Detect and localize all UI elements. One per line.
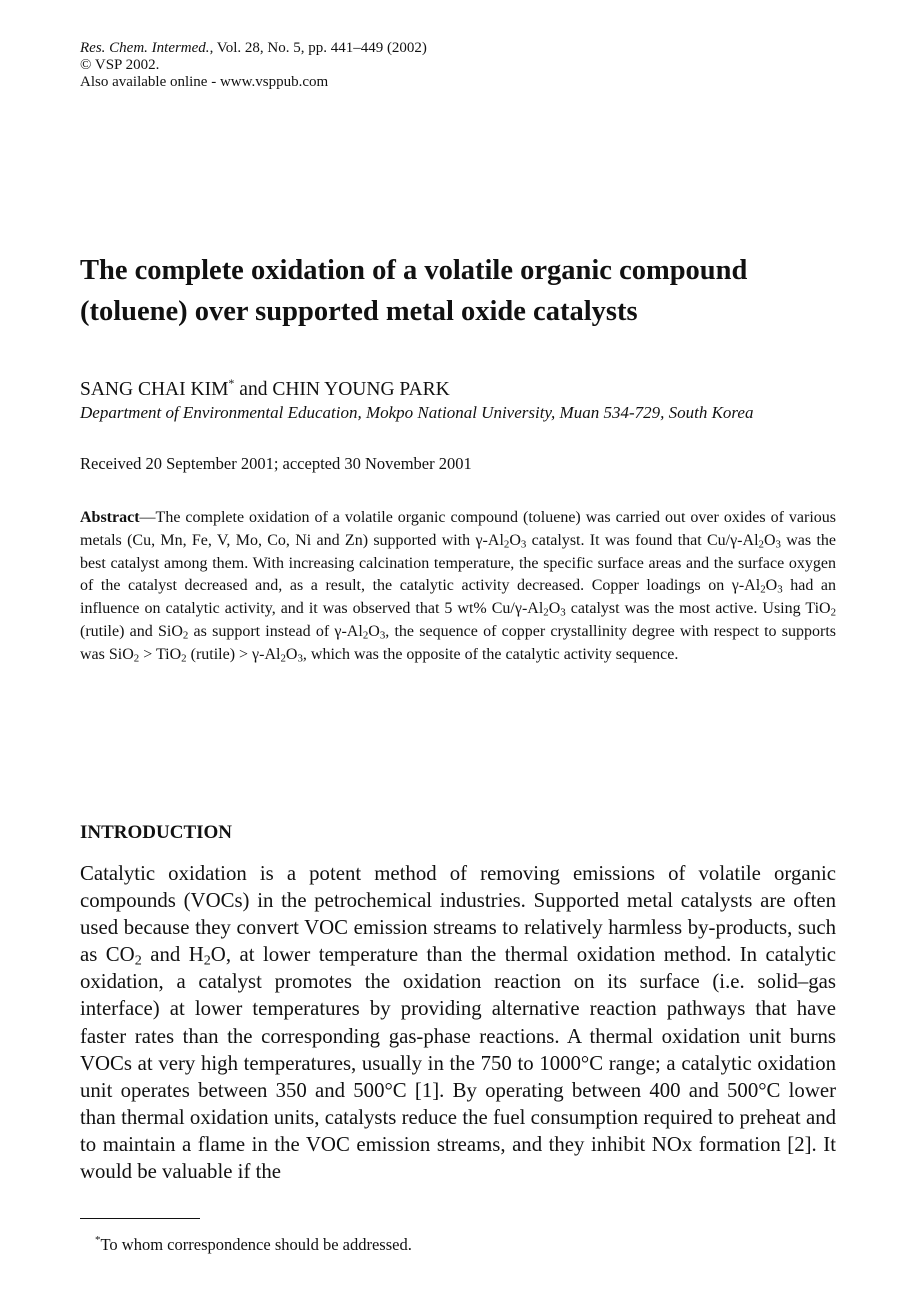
footnote-mark: * (95, 1234, 101, 1246)
affiliation: Department of Environmental Education, Mokpo National University, Muan 534-729, South Korea (80, 403, 754, 422)
received-dates: Received 20 September 2001; accepted 30 November 2001 (80, 454, 472, 473)
paper-title: The complete oxidation of a volatile organic compound (toluene) over supported metal oxide catalysts (80, 255, 748, 327)
section-heading-introduction: INTRODUCTION (80, 822, 233, 843)
footnote-text: To whom correspondence should be addressed. (100, 1235, 412, 1254)
corresponding-mark: * (228, 376, 235, 390)
journal-name: Res. Chem. Intermed. (80, 40, 210, 56)
author-conjunction: and (234, 379, 273, 400)
online-availability: Also available online - www.vsppub.com (80, 74, 329, 90)
introduction-paragraph: Catalytic oxidation is a potent method of removing emissions of volatile organic compounds (VOCs) in the petrochemical industries. Supported metal catalysts are often used because they convert VOC emission streams to relatively harmless by-products, such as $CO_2$ and $H_2O$, at lower temperature than the thermal oxidation method. In catalytic oxidation, a catalyst promotes the oxidation reaction on its surface (i.e. solid–gas interface) at lower temperatures by providing alternative reaction pathways that have faster rates than the corresponding gas-phase reactions. A thermal oxidation unit burns VOCs at very high temperatures, usually in the 750 to 1000°C range; a catalytic oxidation unit operates between 350 and 500°C [1]. By operating between 400 and 500°C lower than thermal oxidation units, catalysts reduce the fuel consumption required to preheat and to maintain a flame in the VOC emission streams, and they inhibit NOx formation [2]. It would be valuable if the (80, 862, 836, 1184)
copyright-line: © VSP 2002. (80, 57, 160, 73)
journal-header (80, 40, 427, 91)
author-2: CHIN YOUNG PARK (272, 379, 450, 400)
footnote (95, 1229, 412, 1256)
abstract: Abstract—The complete oxidation of a volatile organic compound (toluene) was carried out over oxides of various metals (Cu, Mn, Fe, V, Mo, Co, Ni and Zn) supported with $\gamma-Al_2O_3$ catalyst. It was found that $Cu/\gamma-Al_2O_3$ was the best catalyst among them. With increasing calcination temperature, the specific surface areas and the surface oxygen of the catalyst decreased and, as a result, the catalytic activity decreased. Copper loadings on $\gamma-Al_2O_3$ had an influence on catalytic activity, and it was observed that 5 wt% $Cu/\gamma-Al_2O_3$ catalyst was the most active. Using TiO$_2$ (rutile) and SiO$_2$ as support instead of $\gamma-Al_2O_3$, the sequence of copper crystallinity degree with respect to supports was SiO$_2$ > TiO$_2$ (rutile) > $\gamma-Al_2O_3$, which was the opposite of the catalytic activity sequence. (80, 509, 837, 665)
author-line (80, 370, 450, 403)
citation-line (80, 40, 427, 57)
author-1: SANG CHAI KIM (80, 379, 229, 400)
abstract-label: Abstract (80, 509, 140, 526)
volume-pages: , Vol. 28, No. 5, pp. 441–449 (2002) (209, 40, 427, 56)
footnote-rule (80, 1218, 200, 1219)
